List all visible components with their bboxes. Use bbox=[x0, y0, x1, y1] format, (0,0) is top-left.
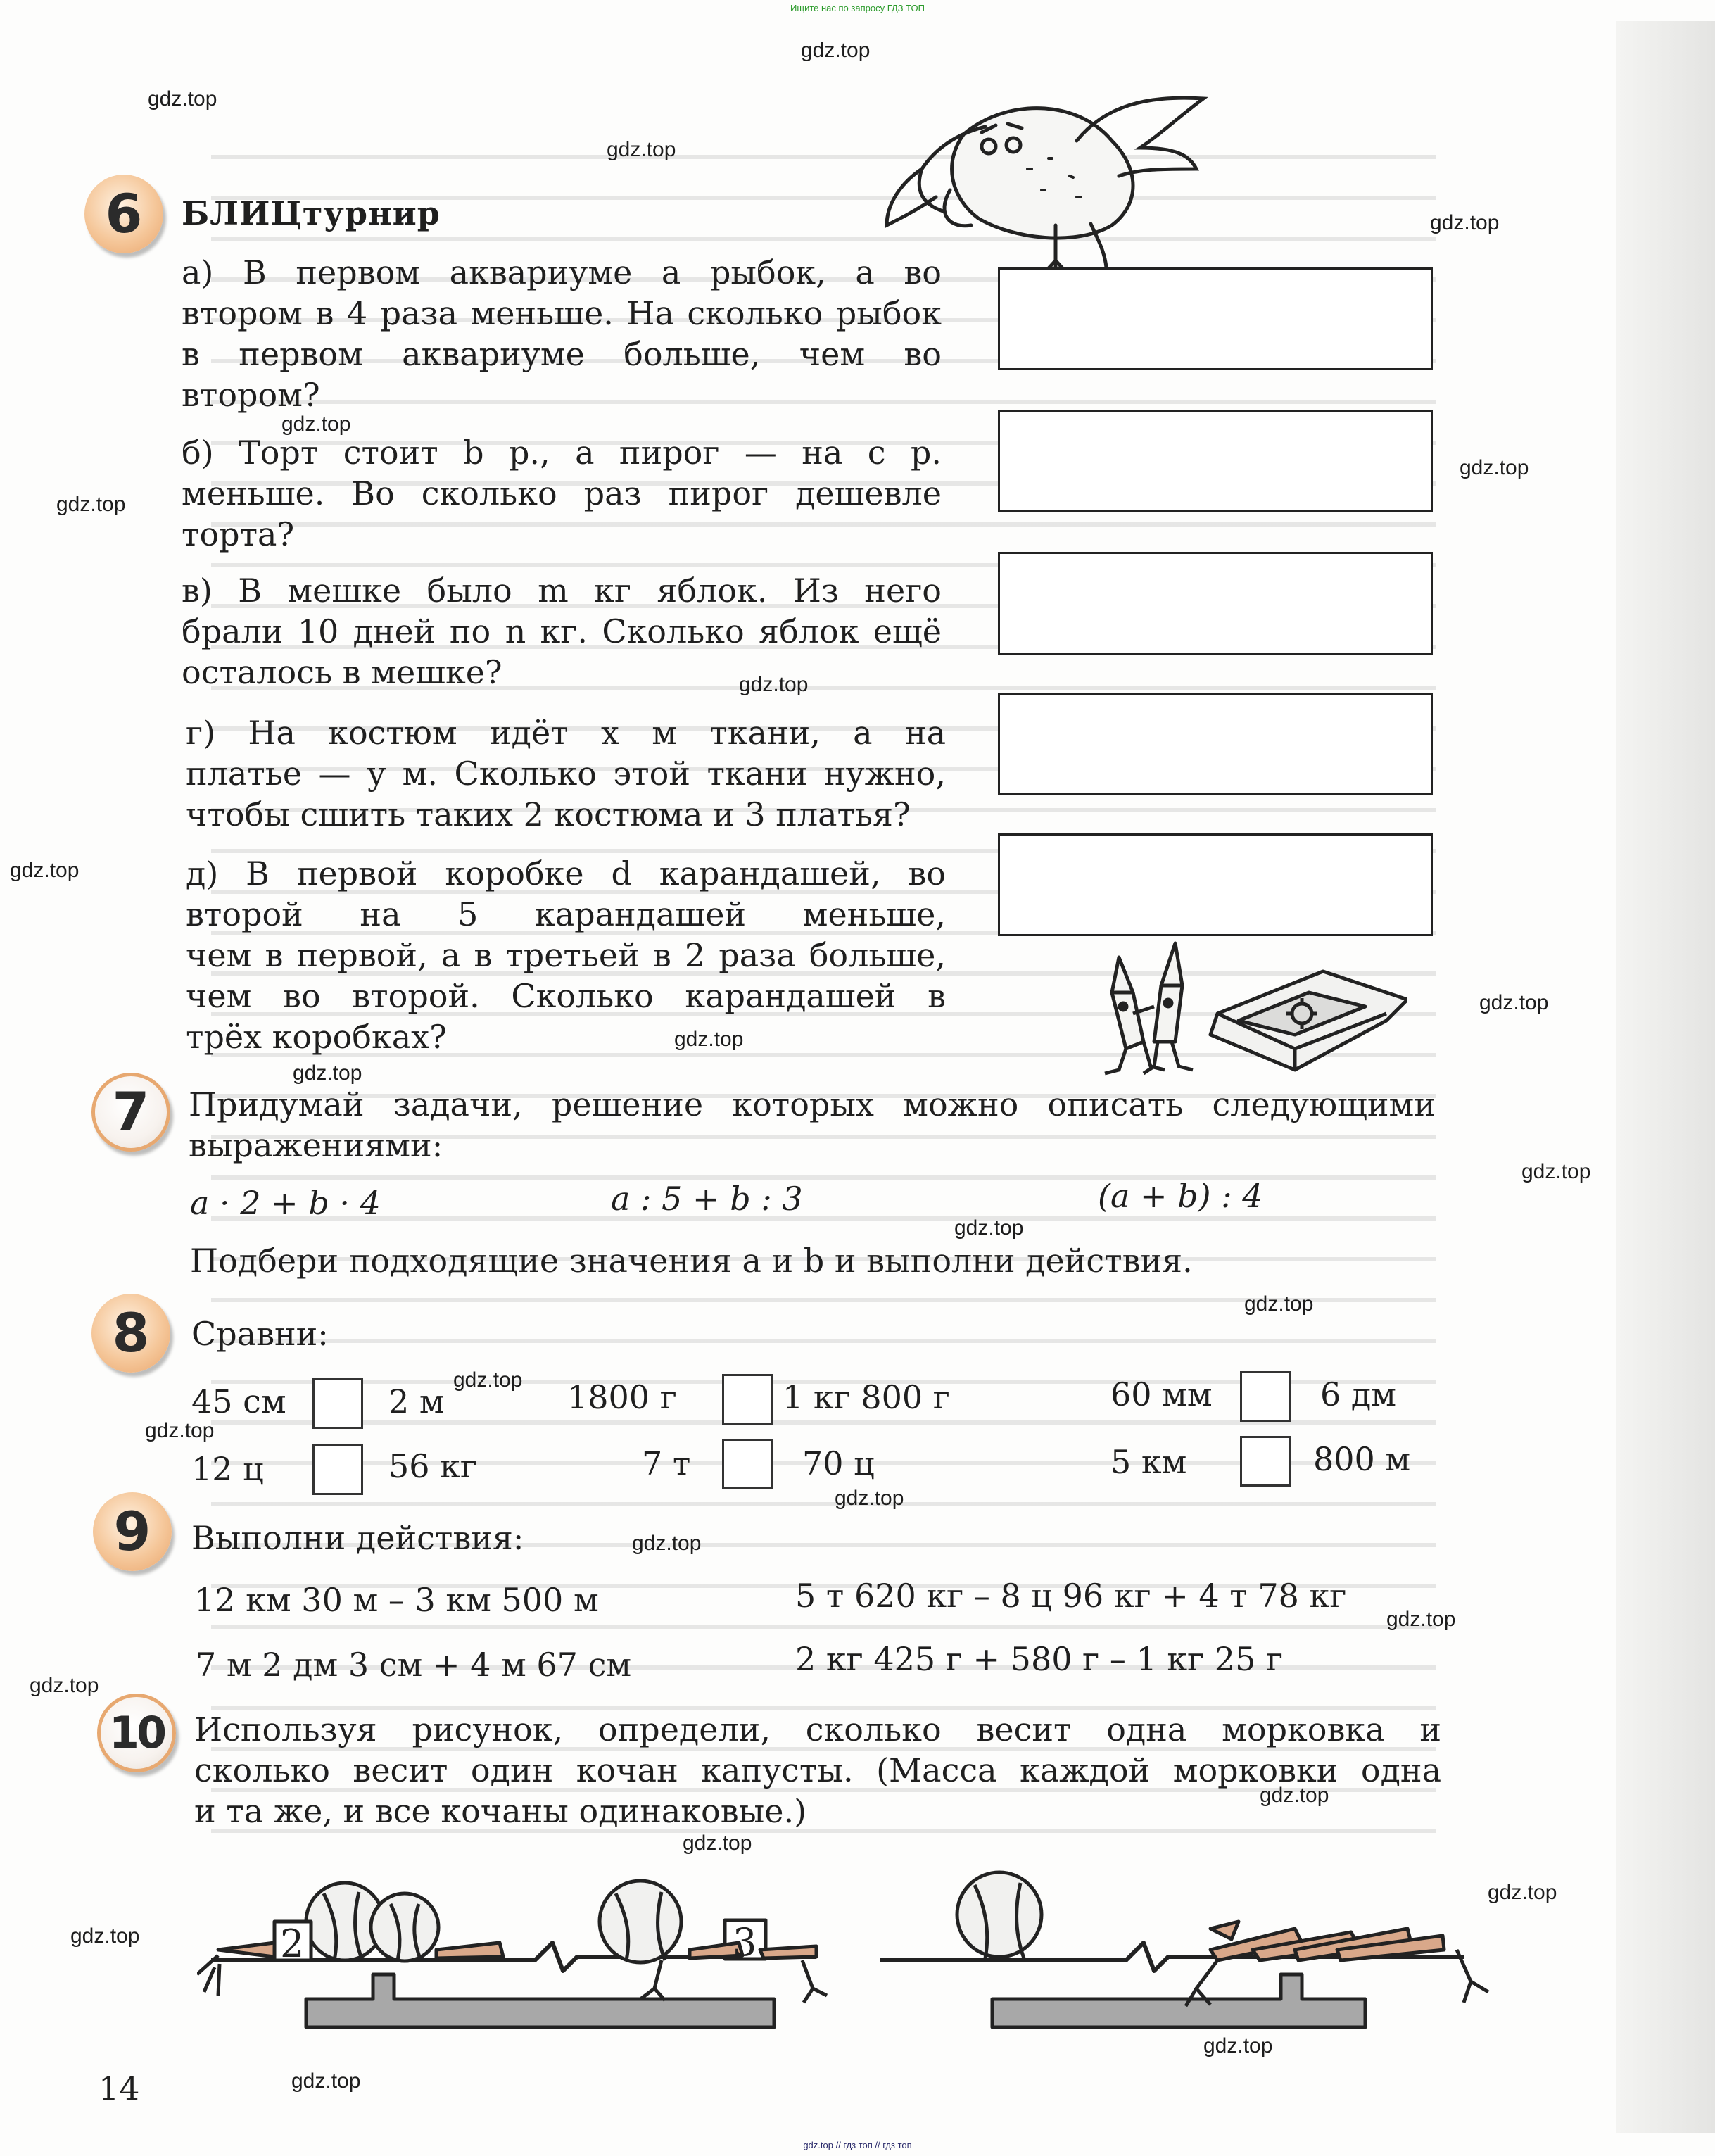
task-6-title: БЛИЦтурнир bbox=[182, 194, 441, 232]
weight-3-label: 3 bbox=[733, 1920, 757, 1965]
expression-line: 12 км 30 м – 3 км 500 м bbox=[194, 1581, 599, 1619]
watermark: gdz.top bbox=[145, 1419, 215, 1442]
answer-box-c[interactable] bbox=[998, 552, 1433, 655]
pencils-box-illustration bbox=[1056, 936, 1407, 1084]
text-line: втором в 4 раза меньше. На сколько рыбок bbox=[182, 294, 942, 332]
watermark: gdz.top bbox=[683, 1832, 752, 1855]
text-line: в первом аквариуме больше, чем во bbox=[182, 335, 942, 373]
task-number: 9 bbox=[113, 1500, 151, 1563]
watermark: gdz.top bbox=[835, 1487, 904, 1510]
compare-right: 70 ц bbox=[802, 1444, 875, 1482]
expression-1: a · 2 + b · 4 bbox=[190, 1184, 381, 1222]
compare-box[interactable] bbox=[722, 1374, 773, 1425]
weight-2-label: 2 bbox=[280, 1922, 305, 1966]
task-10-text: сколько весит один кочан капусты. (Масса каждой морковки одна bbox=[194, 1751, 1441, 1789]
compare-left: 12 ц bbox=[191, 1450, 264, 1488]
watermark: gdz.top bbox=[148, 87, 217, 111]
task-9-title: Выполни действия: bbox=[191, 1519, 524, 1557]
watermark: gdz.top bbox=[1460, 456, 1529, 479]
compare-left: 5 км bbox=[1110, 1443, 1187, 1481]
watermark: gdz.top bbox=[1203, 2034, 1273, 2057]
expression-line: 7 м 2 дм 3 см + 4 м 67 см bbox=[196, 1646, 632, 1684]
page-number: 14 bbox=[99, 2069, 140, 2107]
watermark: gdz.top bbox=[30, 1674, 99, 1697]
watermark: gdz.top bbox=[1479, 991, 1549, 1014]
balance-scales-illustration bbox=[197, 1844, 1506, 2048]
watermark: gdz.top bbox=[1244, 1292, 1314, 1316]
compare-right: 56 кг bbox=[388, 1447, 478, 1485]
compare-box[interactable] bbox=[722, 1439, 773, 1489]
watermark: gdz.top bbox=[70, 1924, 140, 1948]
text-line: в) В мешке было m кг яблок. Из него bbox=[182, 572, 942, 610]
watermark: gdz.top bbox=[453, 1368, 523, 1392]
task-7-text: Подбери подходящие значения a и b и выполни действия. bbox=[190, 1242, 1193, 1280]
compare-box[interactable] bbox=[1240, 1371, 1291, 1422]
expression-line: 5 т 620 кг – 8 ц 96 кг + 4 т 78 кг bbox=[795, 1577, 1347, 1615]
task-9-number-badge bbox=[93, 1492, 172, 1571]
text-line: чем во второй. Сколько карандашей в bbox=[186, 977, 946, 1015]
text-line: чем в первой, а в третьей в 2 раза больше, bbox=[186, 936, 946, 974]
compare-right: 1 кг 800 г bbox=[783, 1378, 950, 1416]
compare-left: 60 мм bbox=[1110, 1375, 1213, 1413]
watermark: gdz.top bbox=[632, 1532, 702, 1555]
task-number: 8 bbox=[112, 1301, 150, 1364]
compare-left: 1800 г bbox=[567, 1378, 677, 1416]
compare-box[interactable] bbox=[312, 1378, 363, 1429]
text-line: втором? bbox=[182, 376, 320, 414]
text-line: чтобы сшить таких 2 костюма и 3 платья? bbox=[186, 795, 911, 833]
text-line: брали 10 дней по n кг. Сколько яблок ещё bbox=[182, 612, 942, 650]
compare-left: 7 т bbox=[642, 1444, 691, 1482]
answer-box-e[interactable] bbox=[998, 833, 1433, 936]
task-8-number-badge bbox=[91, 1294, 170, 1373]
watermark: gdz.top bbox=[739, 673, 809, 696]
text-line: меньше. Во сколько раз пирог дешевле bbox=[182, 474, 942, 512]
compare-box[interactable] bbox=[1240, 1436, 1291, 1487]
text-line: д) В первой коробке d карандашей, во bbox=[186, 855, 946, 893]
task-7-number-badge bbox=[91, 1073, 170, 1152]
watermark: gdz.top bbox=[293, 1061, 362, 1085]
watermark: gdz.top bbox=[1488, 1881, 1557, 1904]
watermark: gdz.top bbox=[291, 2069, 361, 2093]
expression-3: (a + b) : 4 bbox=[1098, 1177, 1263, 1215]
compare-box[interactable] bbox=[312, 1444, 363, 1495]
task-8-title: Сравни: bbox=[191, 1315, 329, 1353]
compare-right: 800 м bbox=[1313, 1440, 1411, 1478]
text-line: платье — y м. Сколько этой ткани нужно, bbox=[186, 755, 946, 793]
compare-left: 45 см bbox=[191, 1382, 286, 1420]
text-line: а) В первом аквариуме а рыбок, а во bbox=[182, 253, 942, 291]
answer-box-a[interactable] bbox=[998, 267, 1433, 370]
watermark: gdz.top bbox=[801, 39, 871, 62]
watermark: gdz.top bbox=[954, 1216, 1024, 1240]
answer-box-b[interactable] bbox=[998, 410, 1433, 512]
watermark: gdz.top bbox=[674, 1028, 744, 1051]
text-line: трёх коробках? bbox=[186, 1018, 447, 1056]
text-line: б) Торт стоит b р., а пирог — на с р. bbox=[182, 434, 942, 472]
expression-line: 2 кг 425 г + 580 г – 1 кг 25 г bbox=[795, 1640, 1284, 1678]
task-7-text: Придумай задачи, решение которых можно описать следующими bbox=[189, 1085, 1436, 1123]
compare-right: 2 м bbox=[388, 1382, 445, 1420]
task-10-number-badge bbox=[97, 1694, 176, 1772]
compare-right: 6 дм bbox=[1320, 1375, 1396, 1413]
expression-2: a : 5 + b : 3 bbox=[611, 1180, 803, 1218]
task-10-text: Используя рисунок, определи, сколько весит одна морковка и bbox=[194, 1710, 1441, 1748]
answer-box-d[interactable] bbox=[998, 693, 1433, 795]
watermark: gdz.top bbox=[607, 138, 676, 161]
task-6-number-badge bbox=[84, 175, 163, 253]
bottom-banner: gdz.top // гдз топ // гдз топ bbox=[803, 2140, 912, 2150]
text-line: второй на 5 карандашей меньше, bbox=[186, 895, 946, 933]
watermark: gdz.top bbox=[1260, 1784, 1329, 1807]
task-10-text: и та же, и все кочаны одинаковые.) bbox=[194, 1792, 807, 1830]
watermark: gdz.top bbox=[1430, 211, 1500, 234]
task-number: 6 bbox=[105, 182, 143, 245]
watermark: gdz.top bbox=[10, 859, 80, 882]
task-7-text: выражениями: bbox=[189, 1126, 443, 1164]
page-edge-shadow bbox=[1616, 21, 1715, 2133]
text-line: г) На костюм идёт x м ткани, а на bbox=[186, 714, 946, 752]
task-number: 10 bbox=[108, 1707, 165, 1758]
text-line: торта? bbox=[182, 515, 295, 553]
watermark: gdz.top bbox=[1521, 1160, 1591, 1183]
text-line: осталось в мешке? bbox=[182, 653, 502, 691]
watermark: gdz.top bbox=[56, 493, 126, 516]
watermark: gdz.top bbox=[1386, 1608, 1456, 1631]
task-number: 7 bbox=[112, 1080, 150, 1143]
top-banner: Ищите нас по запросу ГДЗ ТОП bbox=[790, 3, 925, 13]
watermark: gdz.top bbox=[281, 412, 351, 436]
